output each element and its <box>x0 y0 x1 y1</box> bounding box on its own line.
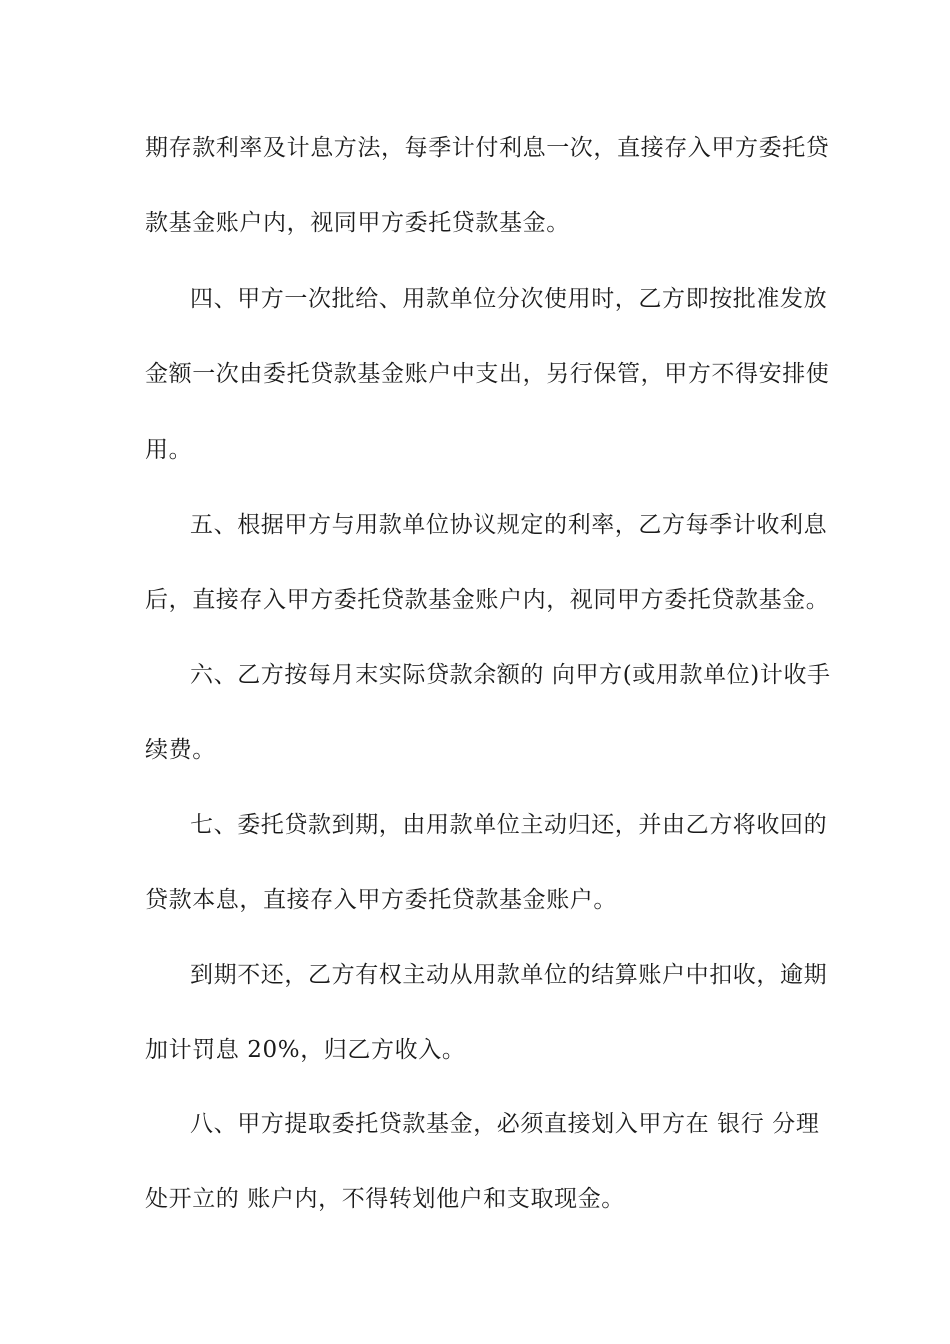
paragraph-start-line: 六、乙方按每月末实际贷款余额的 向甲方(或用款单位)计收手 <box>190 662 831 688</box>
paragraph-start-line: 四、甲方一次批给、用款单位分次使用时，乙方即按批准发放 <box>190 286 828 312</box>
paragraph-start-line: 到期不还，乙方有权主动从用款单位的结算账户中扣收，逾期 <box>190 962 828 988</box>
text-line: 后，直接存入甲方委托贷款基金账户内，视同甲方委托贷款基金。 <box>145 587 830 613</box>
text-line: 期存款利率及计息方法，每季计付利息一次，直接存入甲方委托贷 <box>145 135 830 161</box>
text-line: 加计罚息 20%，归乙方收入。 <box>145 1037 466 1063</box>
paragraph-start-line: 八、甲方提取委托贷款基金，必须直接划入甲方在 银行 分理 <box>190 1111 820 1137</box>
text-line: 用。 <box>145 437 193 463</box>
text-line: 贷款本息，直接存入甲方委托贷款基金账户。 <box>145 887 617 913</box>
text-line: 处开立的 账户内，不得转划他户和支取现金。 <box>145 1186 625 1212</box>
text-line: 金额一次由委托贷款基金账户中支出，另行保管，甲方不得安排使 <box>145 361 830 387</box>
paragraph-start-line: 七、委托贷款到期，由用款单位主动归还，并由乙方将收回的 <box>190 812 828 838</box>
text-line: 续费。 <box>145 737 216 763</box>
paragraph-start-line: 五、根据甲方与用款单位协议规定的利率，乙方每季计收利息 <box>190 512 828 538</box>
text-line: 款基金账户内，视同甲方委托贷款基金。 <box>145 210 570 236</box>
